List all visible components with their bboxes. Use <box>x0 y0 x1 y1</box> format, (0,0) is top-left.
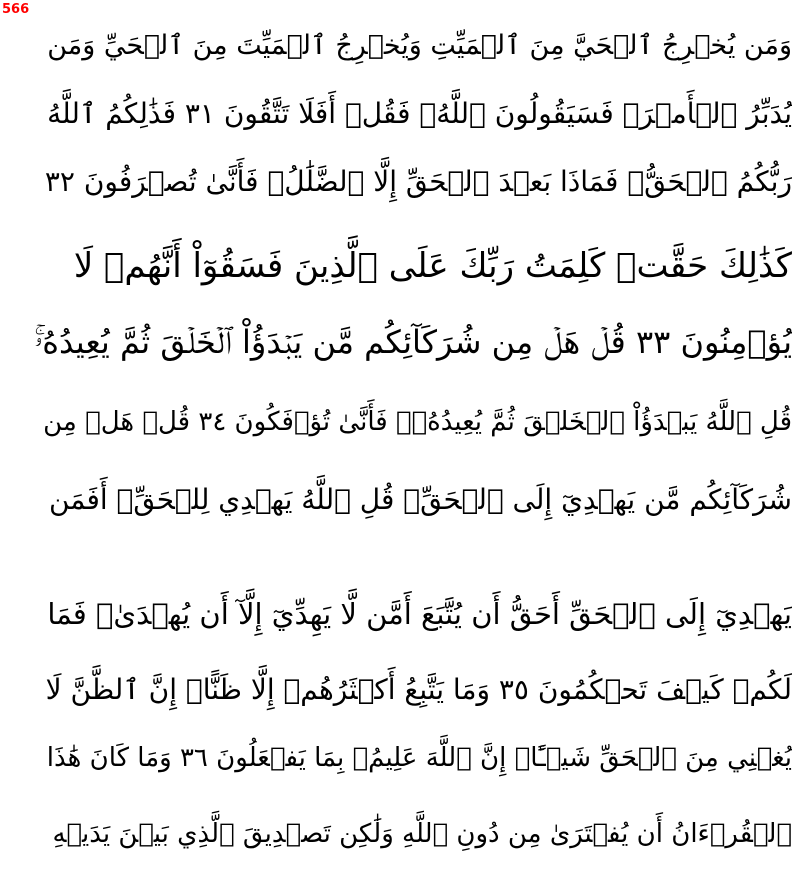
verse-line: يُؤۡمِنُونَ ٣٣ قُلۡ هَلۡ مِن شُرَكَآئِكُم مَّن يَبۡدَؤُاْ ٱلۡخَلۡقَ ثُمَّ يُعِيدُهُۥۚ <box>34 323 792 361</box>
verse-line: ٱلۡقُرۡءَانُ أَن يُفۡتَرَىٰ مِن دُونِ ٱللَّهِ وَلَٰكِن تَصۡدِيقَ ٱلَّذِي بَيۡنَ يَدَيۡهِ <box>52 819 792 849</box>
verse-line: وَمَن يُخۡرِجُ ٱلۡحَيَّ مِنَ ٱلۡمَيِّتِ وَيُخۡرِجُ ٱلۡمَيِّتَ مِنَ ٱلۡحَيِّ وَمَن <box>47 30 792 61</box>
verse-line: يَهۡدِيٓ إِلَى ٱلۡحَقِّ أَحَقُّ أَن يُتَّبَعَ أَمَّن لَّا يَهِدِّيٓ إِلَّآ أَن يُهۡدَىٰۖ فَمَا <box>47 597 792 631</box>
verse-line: رَبُّكُمُ ٱلۡحَقُّۖ فَمَاذَا بَعۡدَ ٱلۡحَقِّ إِلَّا ٱلضَّلَٰلُۖ فَأَنَّىٰ تُصۡرَفُونَ ٣٢ <box>44 165 792 198</box>
verse-line: لَكُمۡ كَيۡفَ تَحۡكُمُونَ ٣٥ وَمَا يَتَّبِعُ أَكۡثَرُهُمۡ إِلَّا ظَنًّاۚ إِنَّ ٱلظَّنَّ لَا <box>45 673 792 706</box>
page-number: 566 <box>2 2 30 17</box>
verse-line: قُلِ ٱللَّهُ يَبۡدَؤُاْ ٱلۡخَلۡقَ ثُمَّ يُعِيدُهُۥۖ فَأَنَّىٰ تُؤۡفَكُونَ ٣٤ قُلۡ هَلۡ مِن <box>43 407 792 437</box>
verse-line: يُغۡنِي مِنَ ٱلۡحَقِّ شَيۡـًٔاۚ إِنَّ ٱللَّهَ عَلِيمُۢ بِمَا يَفۡعَلُونَ ٣٦ وَمَا كَانَ هَٰذَا <box>46 743 792 773</box>
verse-line: شُرَكَآئِكُم مَّن يَهۡدِيٓ إِلَى ٱلۡحَقِّۚ قُلِ ٱللَّهُ يَهۡدِي لِلۡحَقِّۗ أَفَمَن <box>48 483 792 516</box>
verse-text-block <box>28 10 792 860</box>
verse-line: يُدَبِّرُ ٱلۡأَمۡرَۚ فَسَيَقُولُونَ ٱللَّهُۚ فَقُلۡ أَفَلَا تَتَّقُونَ ٣١ فَذَٰلِكُمُ ٱللَّهُ <box>47 97 792 130</box>
verse-line: كَذَٰلِكَ حَقَّتۡ كَلِمَتُ رَبِّكَ عَلَى ٱلَّذِينَ فَسَقُوٓاْ أَنَّهُمۡ لَا <box>73 246 792 286</box>
